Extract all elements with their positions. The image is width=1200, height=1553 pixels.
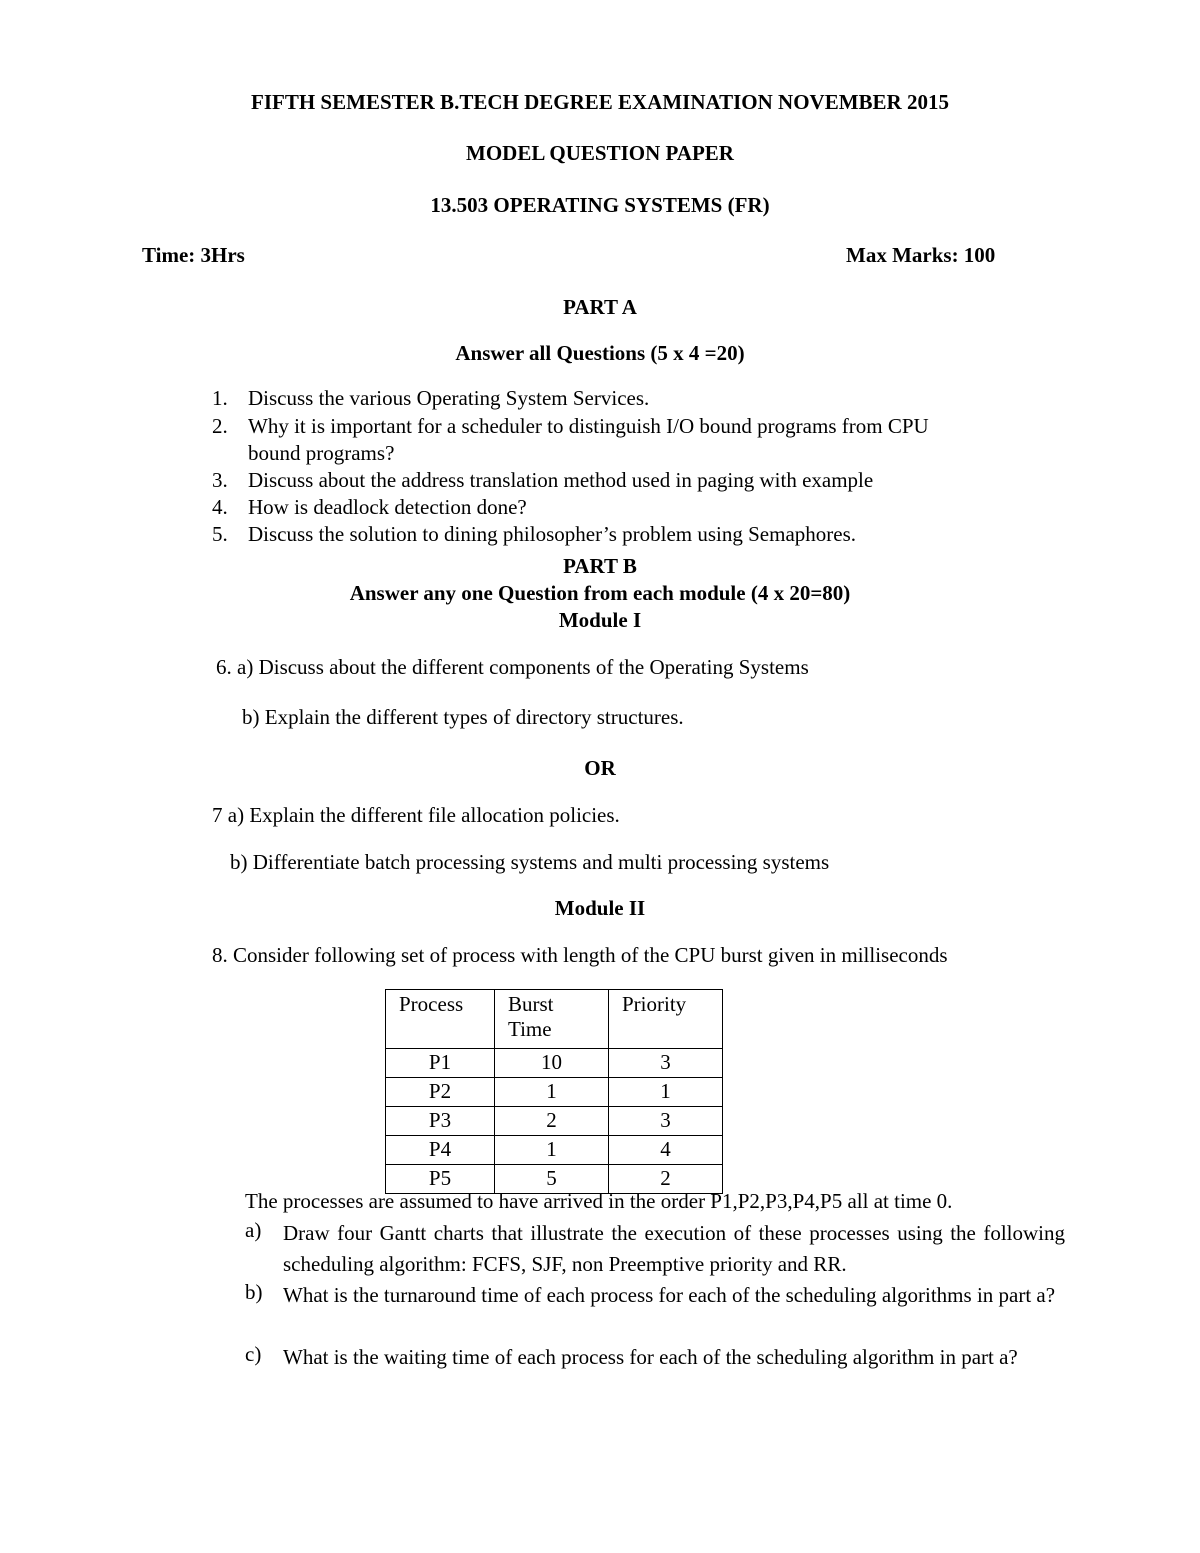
question-text: Why it is important for a scheduler to distinguish I/O bound programs from CPU bbox=[248, 414, 929, 438]
sub-question-text: Draw four Gantt charts that illustrate the execution of these processes using the following scheduling algorithm: FCFS, SJF, non Preemptive priority and RR. bbox=[283, 1221, 1065, 1276]
question-number: 1. bbox=[212, 386, 228, 410]
module-2-title: Module II bbox=[554, 896, 646, 920]
part-a-title: PART A bbox=[563, 295, 637, 319]
table-cell: 2 bbox=[609, 1165, 723, 1194]
table-header-cell bbox=[495, 990, 609, 1049]
part-a-instruction: Answer all Questions (5 x 4 =20) bbox=[455, 341, 745, 365]
table-cell: P4 bbox=[386, 1136, 495, 1165]
question-number: 3. bbox=[212, 468, 228, 492]
question-text: Discuss about the address translation method used in paging with example bbox=[248, 468, 874, 492]
table-cell: 3 bbox=[609, 1049, 723, 1078]
table-cell: 5 bbox=[495, 1165, 609, 1194]
table-cell: 4 bbox=[609, 1136, 723, 1165]
question-number: 4. bbox=[212, 495, 228, 519]
question-number: 5. bbox=[212, 522, 228, 546]
table-cell: 1 bbox=[495, 1136, 609, 1165]
header-burst-line2: Time bbox=[508, 1017, 552, 1041]
question-6b: b) Explain the different types of directory structures. bbox=[242, 705, 684, 729]
table-cell: P2 bbox=[386, 1078, 495, 1107]
process-table bbox=[385, 989, 723, 1194]
sub-question-label: c) bbox=[245, 1342, 262, 1366]
table-header-cell: Process bbox=[386, 990, 495, 1049]
sub-question-label: a) bbox=[245, 1218, 262, 1242]
part-b-title: PART B bbox=[563, 554, 637, 578]
table-cell: 3 bbox=[609, 1107, 723, 1136]
sub-question-text: What is the turnaround time of each process for each of the scheduling algorithms in part a? bbox=[283, 1283, 1056, 1307]
time-label: Time: 3Hrs bbox=[142, 243, 245, 267]
part-b-instruction: Answer any one Question from each module (4 x 20=80) bbox=[349, 581, 851, 605]
table-header-cell: Priority bbox=[609, 990, 723, 1049]
table-cell: 10 bbox=[495, 1049, 609, 1078]
question-text: How is deadlock detection done? bbox=[248, 495, 527, 519]
table-cell: 1 bbox=[495, 1078, 609, 1107]
table-row bbox=[386, 1049, 723, 1078]
question-6a: 6. a) Discuss about the different components of the Operating Systems bbox=[216, 655, 809, 679]
table-cell: P5 bbox=[386, 1165, 495, 1194]
header-burst-line1: Burst bbox=[508, 992, 554, 1016]
question-text: Discuss the solution to dining philosopher’s problem using Semaphores. bbox=[248, 522, 856, 546]
table-row bbox=[386, 1136, 723, 1165]
question-text: bound programs? bbox=[248, 441, 395, 465]
arrival-note: The processes are assumed to have arrived in the order P1,P2,P3,P4,P5 all at time 0. bbox=[245, 1189, 953, 1213]
sub-question-text: What is the waiting time of each process for each of the scheduling algorithm in part a? bbox=[283, 1345, 1018, 1369]
question-text: Discuss the various Operating System Services. bbox=[248, 386, 650, 410]
table-row bbox=[386, 1107, 723, 1136]
question-7b: b) Differentiate batch processing systems and multi processing systems bbox=[230, 850, 830, 874]
subject-title: 13.503 OPERATING SYSTEMS (FR) bbox=[430, 193, 770, 217]
max-marks-label: Max Marks: 100 bbox=[846, 243, 996, 267]
sub-question-label: b) bbox=[245, 1280, 263, 1304]
question-7a: 7 a) Explain the different file allocation policies. bbox=[212, 803, 620, 827]
exam-title: FIFTH SEMESTER B.TECH DEGREE EXAMINATION NOVEMBER 2015 bbox=[251, 90, 949, 114]
question-number: 2. bbox=[212, 414, 228, 438]
table-header-row bbox=[386, 990, 723, 1049]
question-8: 8. Consider following set of process with length of the CPU burst given in milliseconds bbox=[212, 943, 948, 967]
table-cell: P1 bbox=[386, 1049, 495, 1078]
table-row bbox=[386, 1078, 723, 1107]
paper-type: MODEL QUESTION PAPER bbox=[466, 141, 734, 165]
module-1-title: Module I bbox=[558, 608, 642, 632]
table-cell: 2 bbox=[495, 1107, 609, 1136]
or-separator: OR bbox=[584, 756, 616, 780]
table-cell: P3 bbox=[386, 1107, 495, 1136]
table-cell: 1 bbox=[609, 1078, 723, 1107]
